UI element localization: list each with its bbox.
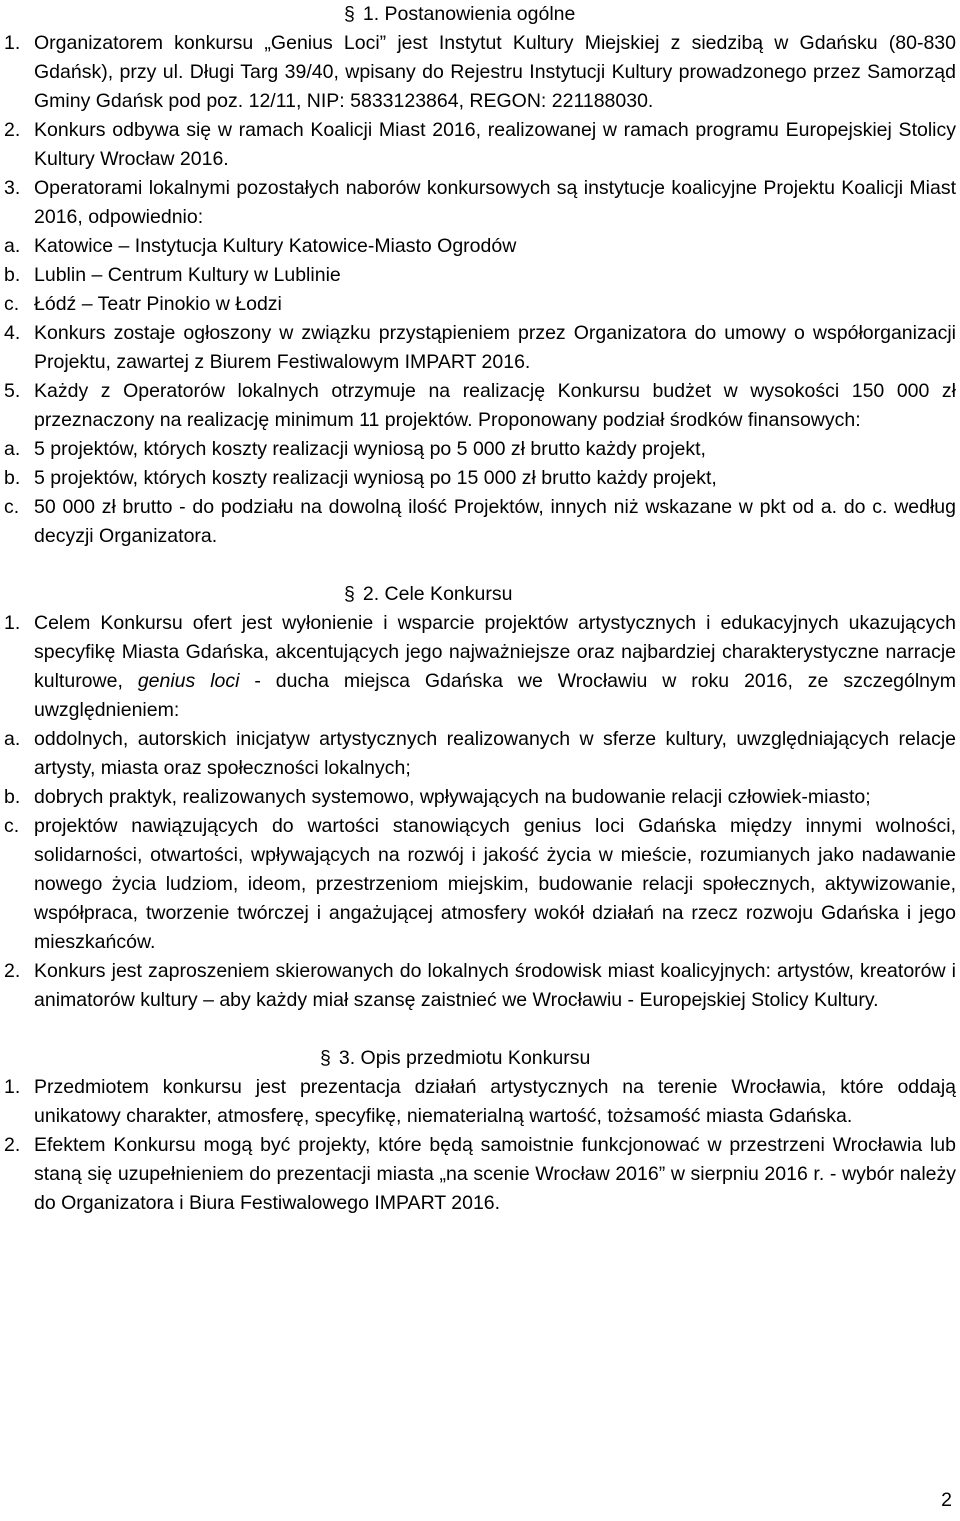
section-2-heading: § 2. Cele Konkursu — [344, 583, 513, 605]
list-subitem: c. 50 000 zł brutto - do podziału na dowolną ilość Projektów, innych niż wskazane w pkt od a. do c. według decyzji Organizatora. — [4, 496, 956, 547]
spacer — [4, 1015, 956, 1044]
section-sign: § — [344, 583, 355, 605]
list-subitem: b. dobrych praktyk, realizowanych systemowo, wpływających na budowanie relacji człowiek-miasto; — [4, 786, 871, 808]
list-subitem: a. oddolnych, autorskich inicjatyw artystycznych realizowanych w sferze kultury, uwzględniających relacje artysty, miasta oraz społeczności lokalnych; — [4, 728, 956, 779]
list-item: 1. Celem Konkursu ofert jest wyłonienie i wsparcie projektów artystycznych i edukacyjnych ukazujących specyfikę Miasta Gdańska, akcentujących jego najważniejsze oraz najbardziej charakterystyczne narracje kulturowe, genius loci - ducha miejsca Gdańska we Wrocławiu w roku 2016, ze szczególnym uwzględnieniem: — [4, 612, 957, 721]
section-sign: § — [344, 3, 355, 25]
list-subitem: c. projektów nawiązujących do wartości stanowiących genius loci Gdańska między innymi wolności, solidarności, otwartości, wpływających na rozwój i jakość życia w mieście, rozumianych jako nadawanie nowego życia ludziom, ideom, przestrzeniom miejskim, budowanie relacji społecznych, aktywizowanie, współpraca, tworzenie twórczej i angażującej atmosfery wokół działań na rzecz rozwoju Gdańska i jego mieszkańców. — [4, 815, 956, 953]
list-item: 5. Każdy z Operatorów lokalnych otrzymuje na realizację Konkursu budżet w wysokości 150 000 zł przeznaczony na realizację minimum 11 projektów. Proponowany podział środków finansowych: — [4, 380, 956, 431]
list-item: 1. Przedmiotem konkursu jest prezentacja działań artystycznych na terenie Wrocławia, które oddają unikatowy charakter, atmosferę, specyfikę, niematerialną wartość, tożsamość miasta Gdańska. — [4, 1076, 956, 1127]
list-subitem: c. Łódź – Teatr Pinokio w Łodzi — [4, 293, 282, 315]
list-item: 2. Efektem Konkursu mogą być projekty, które będą samoistnie funkcjonować w przestrzeni Wrocławia lub staną się uzupełnieniem do prezentacji miasta „na scenie Wrocław 2016” w sierpniu 2016 r. - wybór należy do Organizatora i Biura Festiwalowego IMPART 2016. — [4, 1134, 956, 1214]
list-subitem: b. Lublin – Centrum Kultury w Lublinie — [4, 264, 341, 286]
section-1-heading: § 1. Postanowienia ogólne — [344, 3, 576, 25]
section-sign: § — [320, 1047, 331, 1069]
emphasis-genius-loci: genius loci — [137, 670, 240, 692]
list-item: 2. Konkurs odbywa się w ramach Koalicji Miast 2016, realizowanej w ramach programu Europejskiej Stolicy Kultury Wrocław 2016. — [4, 119, 956, 170]
page-number: 2 — [941, 1489, 952, 1511]
list-item: 1. Organizatorem konkursu „Genius Loci” jest Instytut Kultury Miejskiej z siedzibą w Gdańsku (80-830 Gdańsk), przy ul. Długi Targ 39/40, wpisany do Rejestru Instytucji Kultury prowadzonego przez Samorząd Gminy Gdańsk pod poz. 12/11, NIP: 5833123864, REGON: 221188030. — [4, 32, 956, 112]
list-subitem: b. 5 projektów, których koszty realizacji wyniosą po 15 000 zł brutto każdy projekt, — [4, 467, 717, 489]
list-item: 3. Operatorami lokalnymi pozostałych naborów konkursowych są instytucje koalicyjne Projektu Koalicji Miast 2016, odpowiednio: — [4, 177, 956, 228]
list-item: 2. Konkurs jest zaproszeniem skierowanych do lokalnych środowisk miast koalicyjnych: artystów, kreatorów i animatorów kultury – aby każdy miał szansę zaistnieć we Wrocławiu - Europejskiej Stolicy Kultury. — [4, 960, 956, 1011]
list-subitem: a. Katowice – Instytucja Kultury Katowice-Miasto Ogrodów — [4, 235, 517, 257]
list-item: 4. Konkurs zostaje ogłoszony w związku przystąpieniem przez Organizatora do umowy o współorganizacji Projektu, zawartej z Biurem Festiwalowym IMPART 2016. — [4, 322, 956, 373]
section-3-heading: § 3. Opis przedmiotu Konkursu — [320, 1047, 591, 1069]
list-subitem: a. 5 projektów, których koszty realizacji wyniosą po 5 000 zł brutto każdy projekt, — [4, 438, 706, 460]
spacer — [4, 551, 956, 580]
